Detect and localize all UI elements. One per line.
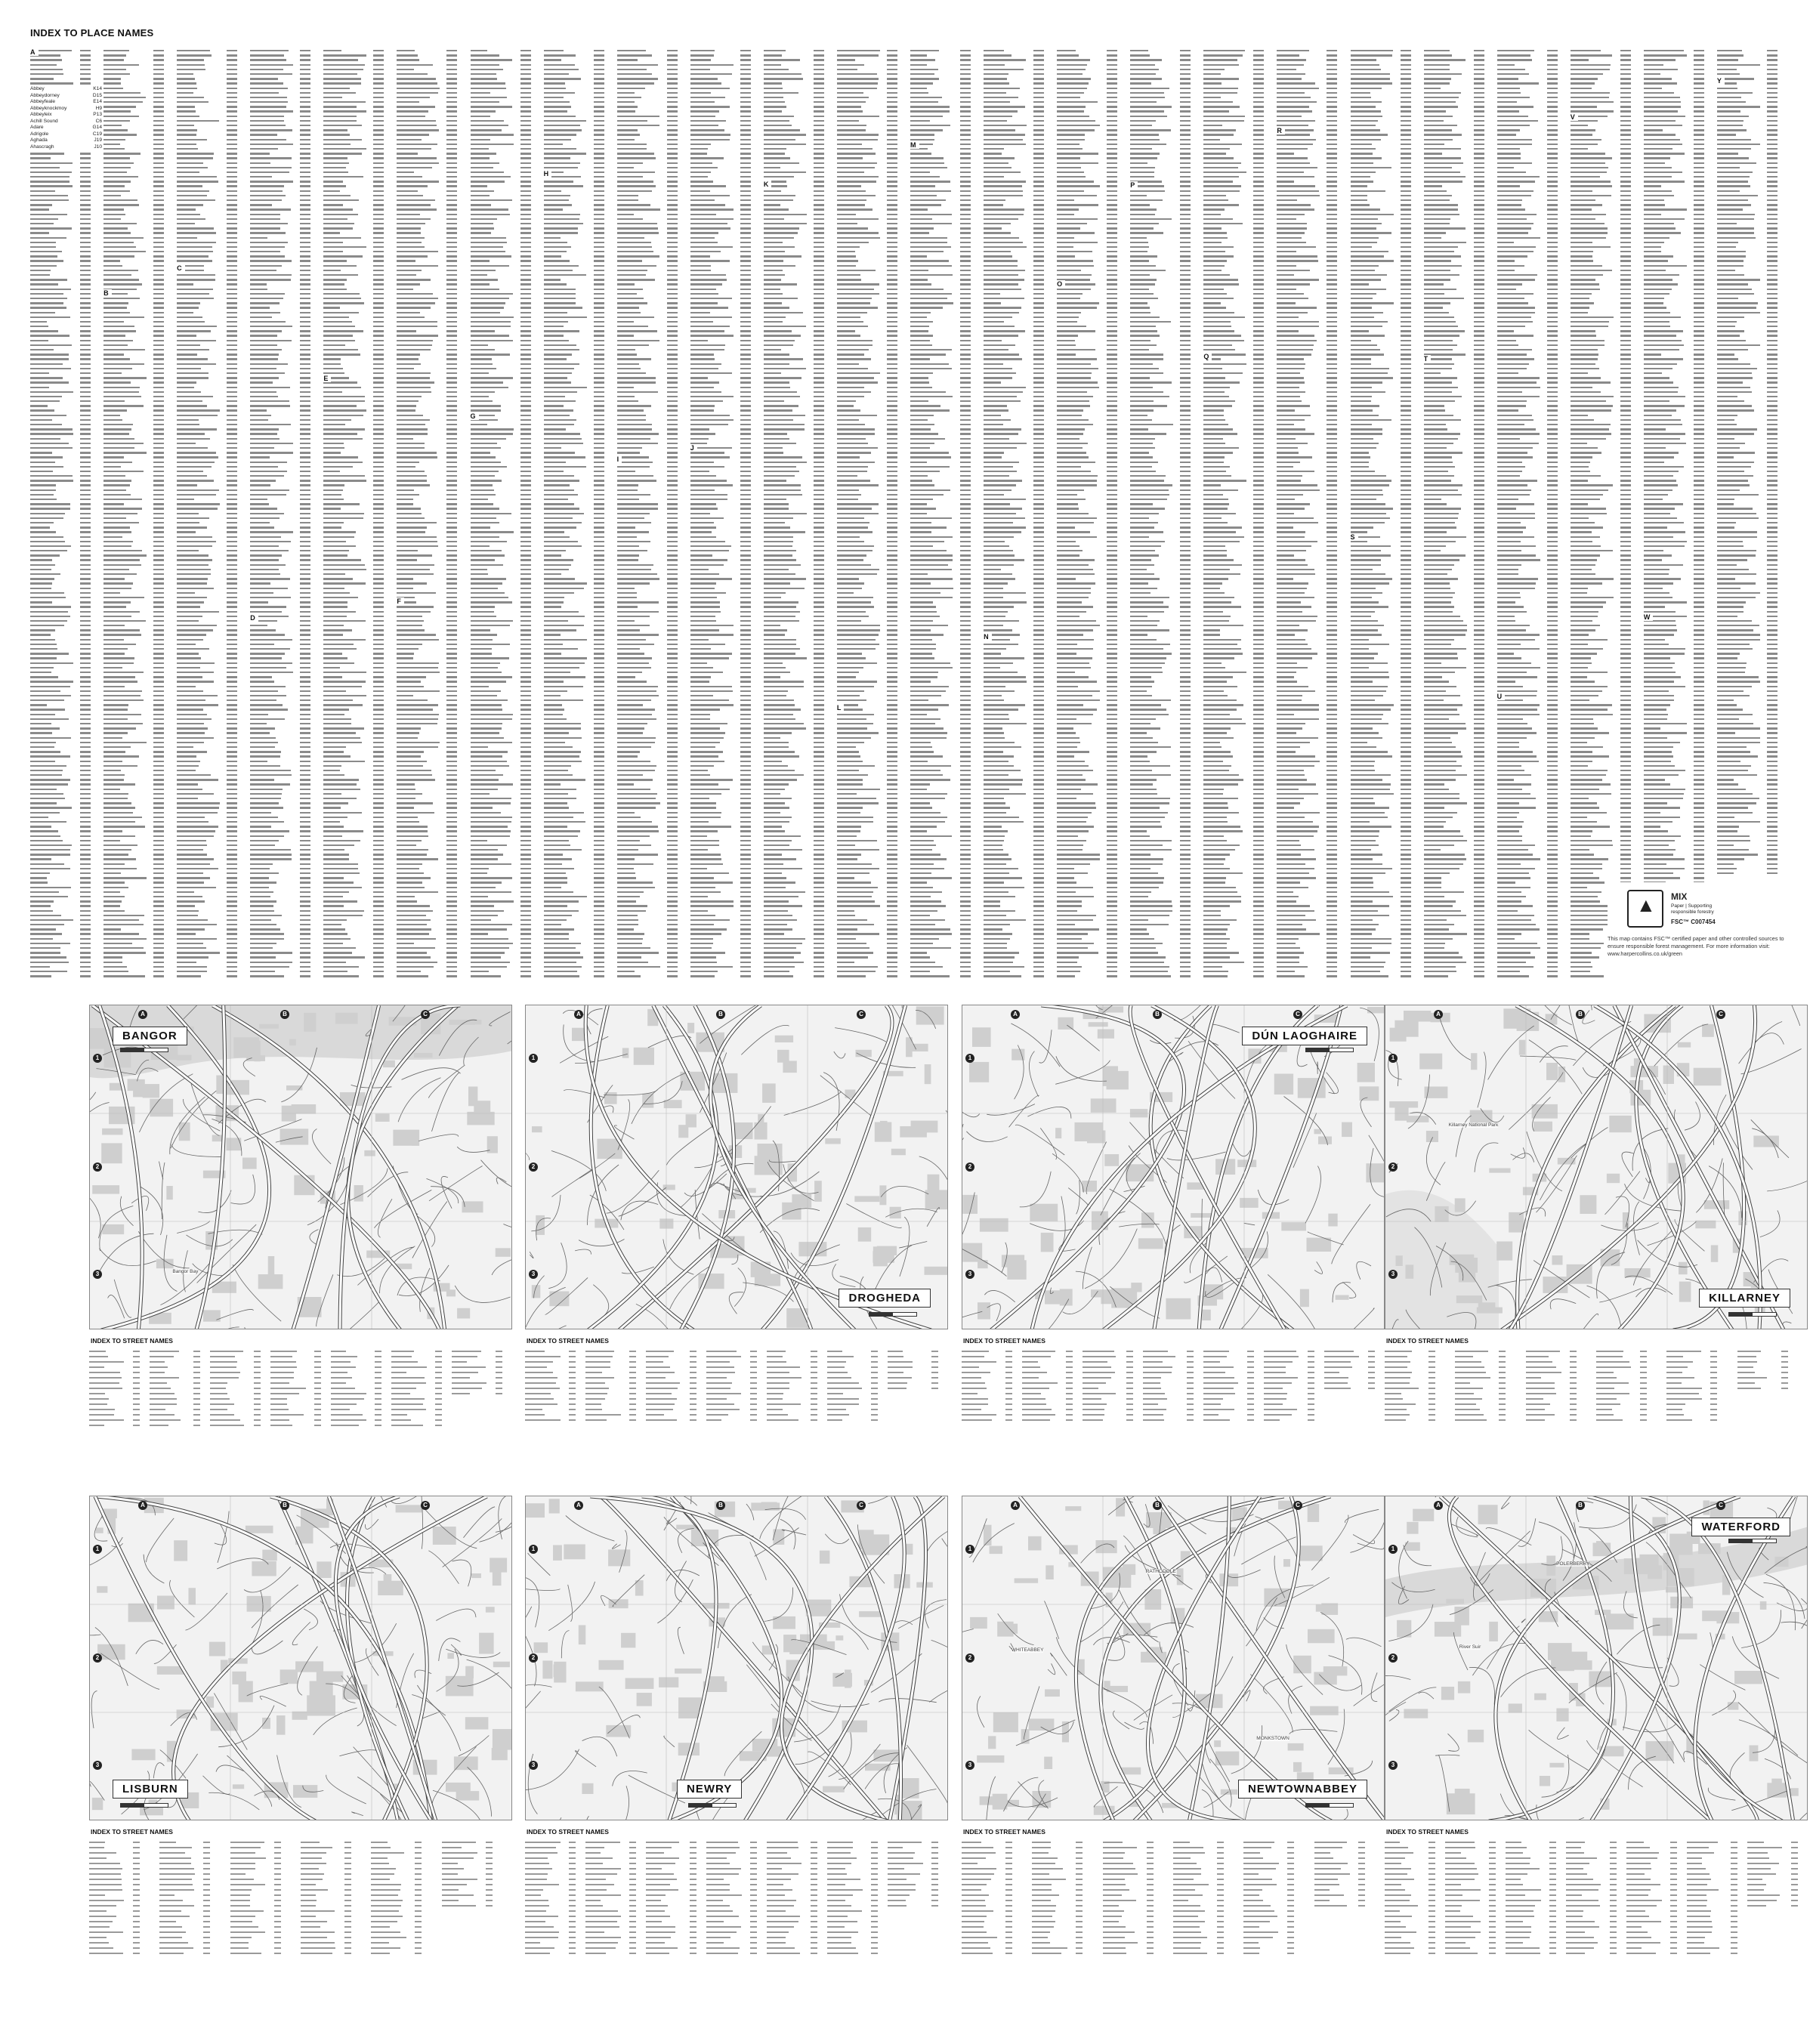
grid-reference-marker: C [421,1010,430,1019]
grid-reference-marker: 3 [1388,1761,1398,1770]
street-index-column [827,1840,891,1970]
street-index-column [1314,1840,1379,1970]
street-index-column [1747,1840,1808,1970]
street-index-title: INDEX TO STREET NAMES [1386,1337,1469,1345]
street-index-column [270,1349,335,1479]
index-section-letter: T [1424,355,1432,363]
street-index-column [706,1840,771,1970]
index-entry-ref: P13 [93,112,102,117]
index-entry-name: Abbeyknockmoy [30,105,67,111]
index-section-letter: G [471,412,479,420]
street-index-column [767,1349,831,1479]
street-index-column [1687,1840,1751,1970]
scale-bar [120,1048,168,1052]
street-index-column [1143,1349,1207,1479]
index-section-letter: I [617,455,622,463]
scale-bar [1728,1539,1777,1543]
index-column [250,48,322,980]
street-index-columns [89,1840,512,1970]
index-section-letter: A [30,48,39,56]
grid-reference-marker: C [1293,1010,1302,1019]
street-index-column [585,1349,650,1479]
index-entry-ref: G14 [92,125,102,130]
town-map-drogheda [525,1005,948,1481]
scale-bar [1305,1048,1354,1052]
street-index-column [442,1840,506,1970]
index-entry [30,106,102,113]
grid-reference-marker: B [1576,1010,1585,1019]
street-index-column [89,1349,153,1479]
street-index-column [1173,1840,1237,1970]
grid-reference-marker: 2 [965,1162,974,1172]
index-entry-name: Adrigole [30,131,49,137]
street-index-column [1203,1349,1268,1479]
index-entry [30,99,102,106]
index-entry-name: Abbeyfeale [30,99,55,104]
grid-reference-marker: B [1153,1010,1162,1019]
index-section-letter: D [250,614,258,622]
grid-reference-marker: C [421,1501,430,1510]
street-index-column [1385,1349,1449,1479]
street-index [1385,1337,1808,1481]
map-place-label: MONKSTOWN [1256,1736,1289,1742]
index-section-letter: Y [1717,77,1725,85]
street-index-title: INDEX TO STREET NAMES [1386,1828,1469,1836]
street-index-columns [525,1349,948,1479]
street-index-title: INDEX TO STREET NAMES [91,1828,173,1836]
index-entry-name: Abbey [30,86,45,91]
grid-reference-marker: A [138,1010,147,1019]
map-frame[interactable] [962,1496,1385,1820]
street-index-column [150,1349,214,1479]
index-section-letter: C [177,264,185,272]
street-index-column [230,1840,295,1970]
grid-reference-marker: A [1434,1010,1443,1019]
index-column [323,48,395,980]
index-entry-name: Aghada [30,137,48,143]
grid-reference-marker: 3 [529,1270,538,1279]
index-column [617,48,689,980]
scale-bar [688,1803,737,1808]
index-entry [30,131,102,138]
fsc-tree-logo-icon: ▲ [1627,890,1663,928]
index-column [30,48,102,980]
street-index-column [1243,1840,1308,1970]
index-section-letter: V [1571,113,1578,121]
grid-reference-marker: 1 [529,1054,538,1063]
grid-reference-marker: A [138,1501,147,1510]
grid-reference-marker: B [1153,1501,1162,1510]
street-index-column [331,1349,395,1479]
fsc-mix-label: MIX [1671,891,1688,902]
grid-reference-marker: A [574,1010,583,1019]
index-entry-ref: K14 [93,86,102,91]
grid-reference-marker: 2 [93,1162,102,1172]
index-section-letter: H [544,170,552,178]
index-entry-name: Abbeydorney [30,92,60,98]
index-entry-ref: C6 [95,118,102,124]
grid-reference-marker: 3 [529,1761,538,1770]
street-index-column [1566,1840,1630,1970]
grid-reference-marker: 3 [1388,1270,1398,1279]
grid-reference-marker: 2 [529,1653,538,1663]
street-index-column [525,1840,589,1970]
index-entry-ref: H9 [95,105,102,111]
street-index-column [962,1349,1026,1479]
map-frame[interactable] [962,1005,1385,1329]
street-index-column [1083,1349,1147,1479]
index-section-letter: S [1351,533,1358,541]
street-index-column [1032,1840,1096,1970]
town-name-label: NEWRY [677,1780,742,1799]
grid-reference-marker: 3 [965,1270,974,1279]
town-map-newry [525,1496,948,1971]
grid-reference-marker: 2 [529,1162,538,1172]
town-name-label: NEWTOWNABBEY [1238,1780,1367,1799]
street-index-column [1385,1840,1449,1970]
street-index-columns [525,1840,948,1970]
street-index-column [767,1840,831,1970]
street-index-column [371,1840,435,1970]
index-entry-name: Achill Sound [30,118,58,124]
index-title: INDEX TO PLACE NAMES [30,27,154,39]
index-entry [30,144,102,151]
index-section-letter: J [690,444,697,452]
grid-reference-marker: 3 [93,1761,102,1770]
street-index-column [1103,1840,1167,1970]
index-entry-name: Abbeyleix [30,112,52,117]
town-name-label: WATERFORD [1691,1518,1790,1536]
grid-reference-marker: A [1011,1010,1020,1019]
map-frame[interactable] [1385,1496,1808,1820]
index-entry [30,119,102,125]
grid-reference-marker: 1 [529,1545,538,1554]
index-column [1424,48,1496,980]
street-index-column [1666,1349,1731,1479]
town-name-label: DÚN LAOGHAIRE [1242,1027,1367,1045]
street-index-column [1455,1349,1519,1479]
grid-reference-marker: B [280,1010,289,1019]
index-column [1057,48,1129,980]
town-name-label: DROGHEDA [839,1289,931,1308]
index-column [544,48,616,980]
index-section-letter: N [984,633,992,641]
index-column [1277,48,1348,980]
index-column [1203,48,1275,980]
index-column [1497,48,1569,980]
index-column [397,48,468,980]
index-entry-ref: E14 [93,99,102,104]
town-map-lisburn [89,1496,512,1971]
street-index [1385,1828,1808,1971]
grid-reference-marker: C [857,1501,866,1510]
map-frame[interactable] [89,1005,512,1329]
street-index-columns [962,1349,1385,1479]
grid-reference-marker: 2 [965,1653,974,1663]
grid-reference-marker: B [1576,1501,1585,1510]
index-section-letter: U [1497,693,1506,700]
town-name-label: BANGOR [113,1027,187,1045]
map-frame[interactable] [1385,1005,1808,1329]
street-index-column [525,1349,589,1479]
town-map-waterford [1385,1496,1808,1971]
scale-bar [1305,1803,1354,1808]
street-index-column [391,1349,456,1479]
index-entry [30,125,102,131]
street-index-column [646,1349,710,1479]
index-entry-ref: C19 [92,131,102,137]
grid-reference-marker: 1 [93,1054,102,1063]
street-index [962,1337,1385,1481]
street-index-column [888,1840,948,1970]
grid-reference-marker: C [1716,1501,1725,1510]
grid-reference-marker: A [1434,1501,1443,1510]
street-index-column [1264,1349,1328,1479]
grid-reference-marker: B [716,1501,725,1510]
place-name-index [30,27,1790,980]
street-index-column [1022,1349,1086,1479]
street-index-column [888,1349,948,1479]
street-index-column [1324,1349,1385,1479]
index-entry [30,93,102,100]
index-section-letter: O [1057,280,1065,288]
index-entry [30,112,102,119]
scale-bar [1728,1312,1777,1317]
index-section-letter: B [103,289,112,297]
street-index [525,1828,948,1971]
index-column [1130,48,1202,980]
index-columns [30,48,1790,980]
street-index [89,1337,512,1481]
index-section-letter: P [1130,181,1138,189]
grid-reference-marker: 2 [93,1653,102,1663]
index-column [471,48,542,980]
map-place-label: River Suir [1459,1644,1481,1650]
fsc-certification [1608,882,1789,980]
street-index-columns [1385,1840,1808,1970]
street-index-column [89,1840,153,1970]
grid-reference-marker: 3 [965,1761,974,1770]
town-map-killarney [1385,1005,1808,1481]
index-entry-name: Ahascragh [30,144,54,150]
index-column [177,48,249,980]
town-name-label: LISBURN [113,1780,188,1799]
index-column [103,48,175,980]
street-index-columns [1385,1349,1808,1479]
street-index-column [827,1349,891,1479]
scale-bar [869,1312,917,1317]
street-index [89,1828,512,1971]
town-map-newtownabbey [962,1496,1385,1971]
street-index-title: INDEX TO STREET NAMES [527,1337,609,1345]
grid-reference-marker: A [574,1501,583,1510]
fsc-paper-label: Paper | Supporting responsible forestry [1671,903,1714,915]
map-place-label: WHITEABBEY [1011,1647,1044,1653]
street-index-column [1445,1840,1509,1970]
index-column [984,48,1055,980]
street-index-column [962,1840,1026,1970]
index-column [690,48,762,980]
street-index-column [452,1349,512,1479]
map-frame[interactable] [525,1005,948,1329]
grid-reference-marker: C [857,1010,866,1019]
grid-reference-marker: A [1011,1501,1020,1510]
grid-reference-marker: C [1293,1501,1302,1510]
index-column [764,48,835,980]
grid-reference-marker: B [280,1501,289,1510]
town-map-bangor [89,1005,512,1481]
map-frame[interactable] [525,1496,948,1820]
index-column [1644,48,1716,980]
map-place-label: Bangor Bay [172,1268,199,1274]
town-name-label: KILLARNEY [1699,1289,1790,1308]
index-column [1571,48,1642,980]
street-index-column [1626,1840,1691,1970]
street-index-column [210,1349,274,1479]
index-entry-ref: J19 [94,137,102,143]
grid-reference-marker: C [1716,1010,1725,1019]
map-place-label: POLERBERRY [1556,1561,1590,1567]
index-section-letter: F [397,597,404,605]
street-index-column [706,1349,771,1479]
index-column [837,48,909,980]
index-column [1717,48,1789,980]
grid-reference-marker: 2 [1388,1653,1398,1663]
index-column [910,48,982,980]
map-place-label: Killarney National Park [1448,1122,1499,1128]
index-section-letter: M [910,141,919,149]
street-index-title: INDEX TO STREET NAMES [963,1828,1045,1836]
index-section-letter: L [837,704,845,712]
index-entry-ref: D15 [92,92,102,98]
street-index-column [159,1840,224,1970]
grid-reference-marker: 1 [93,1545,102,1554]
grid-reference-marker: 2 [1388,1162,1398,1172]
index-column [1351,48,1422,980]
street-index-title: INDEX TO STREET NAMES [963,1337,1045,1345]
index-entry-ref: J10 [94,144,102,150]
street-index-column [646,1840,710,1970]
index-section-letter: W [1644,613,1654,621]
fsc-code: FSC™ C007454 [1671,919,1716,925]
street-index-column [1596,1349,1660,1479]
index-entry [30,137,102,144]
street-index-column [1506,1840,1570,1970]
index-entries-a [30,86,102,150]
street-index-column [1737,1349,1802,1479]
index-section-letter: K [764,181,772,188]
street-index [962,1828,1385,1971]
street-index-column [301,1840,365,1970]
grid-reference-marker: 1 [965,1054,974,1063]
grid-reference-marker: 1 [1388,1545,1398,1554]
street-index-column [1526,1349,1590,1479]
map-place-label: RATHCOOLE [1145,1569,1176,1575]
index-section-letter: R [1277,127,1285,134]
street-index [525,1337,948,1481]
grid-reference-marker: 3 [93,1270,102,1279]
index-section-letter: Q [1203,353,1212,360]
index-entry [30,86,102,93]
street-index-title: INDEX TO STREET NAMES [527,1828,609,1836]
grid-reference-marker: 1 [965,1545,974,1554]
street-index-columns [89,1349,512,1479]
grid-reference-marker: 1 [1388,1054,1398,1063]
scale-bar [120,1803,168,1808]
street-index-title: INDEX TO STREET NAMES [91,1337,173,1345]
map-frame[interactable] [89,1496,512,1820]
street-index-columns [962,1840,1385,1970]
street-index-column [585,1840,650,1970]
grid-reference-marker: B [716,1010,725,1019]
fsc-statement: This map contains FSC™ certified paper and other controlled sources to ensure responsible forest management. For more information visit: www.harpercollins.co.uk/green [1608,935,1784,957]
town-map-d-n-laoghaire [962,1005,1385,1481]
index-section-letter: E [323,375,331,382]
index-entry-name: Adare [30,125,44,130]
